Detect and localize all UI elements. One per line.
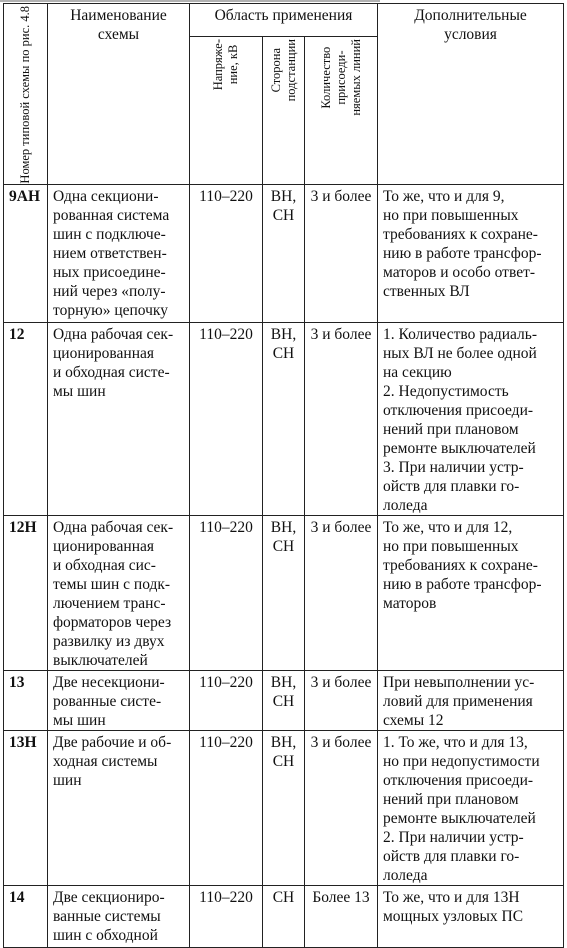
scheme-name: Одна рабочая сек- ционированная и обходная сис- темы шин с подк- лючением транс- форматоров через развилку из двух выключателей [48,515,190,670]
header-conditions-cell [378,4,564,185]
scheme-voltage: 110–220 [190,670,263,730]
scheme-side: ВН, СН [263,730,305,885]
scheme-voltage: 110–220 [190,730,263,885]
scheme-line-count: 3 и более [305,322,378,515]
header-voltage-label: Напряже- ние, кВ [211,38,240,91]
scheme-line-count: 3 и более [305,730,378,885]
scheme-voltage: 110–220 [190,322,263,515]
header-name-label: Наименование схемы [70,7,167,43]
header-number-label: Номер типовой схемы по рис. 4.8 [18,6,32,184]
scheme-name: Две секциониро- ванные системы шин с обходной [48,885,190,947]
scheme-number: 13Н [4,730,48,885]
scheme-side: ВН, СН [263,515,305,670]
header-side-label: Сторона подстанции [268,38,298,102]
header-application-area-label: Область применения [214,7,353,24]
scheme-side: ВН, СН [263,670,305,730]
scheme-conditions: 1. Количество радиаль- ных ВЛ не более одной на секцию 2. Недопустимость отключения присоеди- нений при плановом ремонте выключателей 3. При наличии устр- ойств для плавки го- лоледа [378,322,564,515]
scheme-line-count: 3 и более [305,184,378,322]
header-count-label: Количество присоеди- няемых линий [318,38,363,116]
table-row [4,322,564,515]
scheme-voltage: 110–220 [190,885,263,947]
scheme-name: Одна секциони- рованная система шин с подключе- нием ответствен- ных присоедине- ний через «полу- торную» цепочку [48,184,190,322]
header-row-top [4,4,564,37]
scheme-voltage: 110–220 [190,515,263,670]
header-voltage-cell [190,36,263,184]
substation-schemes-table [3,3,564,948]
header-number-cell [4,4,48,185]
table-row [4,670,564,730]
scheme-number: 12 [4,322,48,515]
header-count-cell [305,36,378,184]
scheme-conditions: 1. То же, что и для 13, но при недопустимости отключения присоеди- нений при плановом ремонте выключателей 2. При наличии устр- ойств для плавки го- лоледа [378,730,564,885]
scheme-number: 9АН [4,184,48,322]
scheme-name: Две несекциони- рованные систе- мы шин [48,670,190,730]
scheme-line-count: 3 и более [305,670,378,730]
scheme-name: Две рабочие и об- ходная системы шин [48,730,190,885]
scheme-conditions: При невыполнении ус- ловий для применения схемы 12 [378,670,564,730]
scheme-number: 14 [4,885,48,947]
table-row [4,885,564,947]
scheme-number: 12Н [4,515,48,670]
table-row [4,184,564,322]
scheme-voltage: 110–220 [190,184,263,322]
scheme-name: Одна рабочая сек- ционированная и обходная систе- мы шин [48,322,190,515]
scheme-conditions: То же, что и для 12, но при повышенных требованиях к сохране- нию в работе трансфор- маторов [378,515,564,670]
scheme-side: СН [263,885,305,947]
scheme-line-count: 3 и более [305,515,378,670]
header-conditions-label: Дополнительные условия [414,7,527,43]
scheme-line-count: Более 13 [305,885,378,947]
table-row [4,730,564,885]
header-name-cell [48,4,190,185]
scheme-conditions: То же, что и для 13Н мощных узловых ПС [378,885,564,947]
scheme-conditions: То же, что и для 9, но при повышенных требованиях к сохране- нию в работе трансфор- маторов и особо ответ- ственных ВЛ [378,184,564,322]
scheme-side: ВН, СН [263,322,305,515]
top-rule-fragment [0,0,380,2]
table-row [4,515,564,670]
header-application-area [190,4,378,37]
scheme-number: 13 [4,670,48,730]
header-side-cell [263,36,305,184]
scheme-side: ВН, СН [263,184,305,322]
